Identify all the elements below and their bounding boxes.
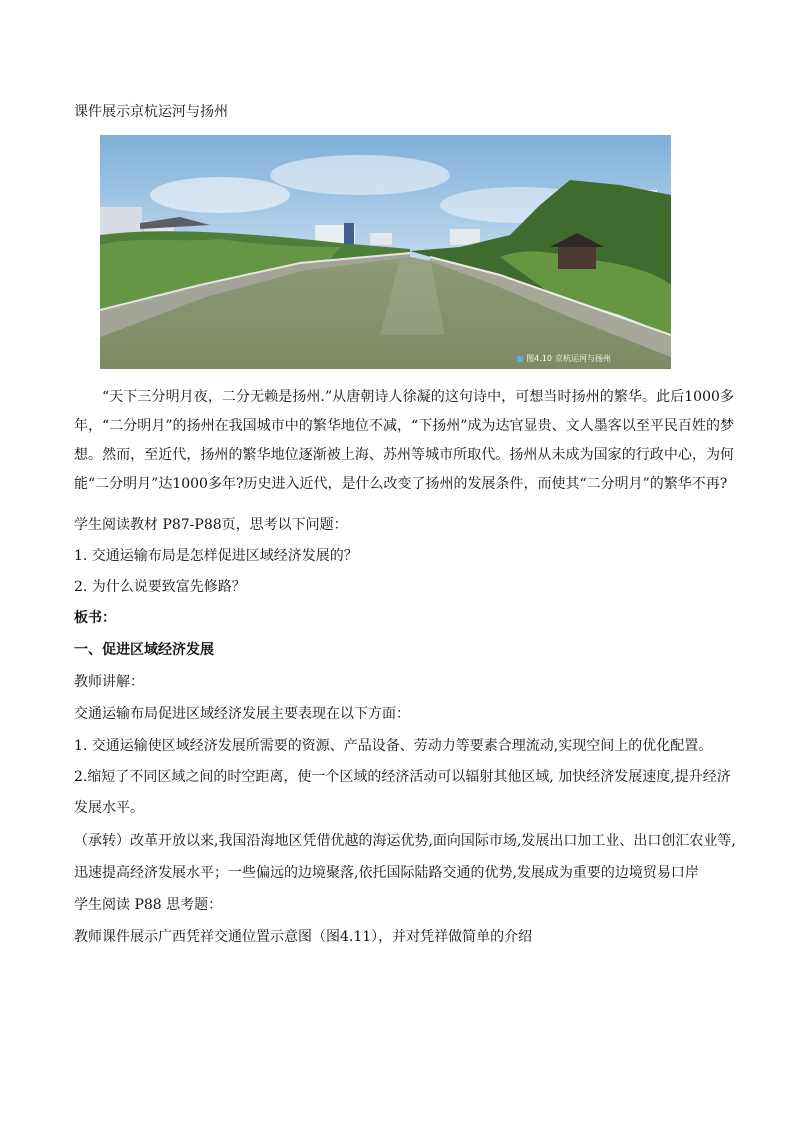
figure-caption-number: 图4.10 <box>526 354 552 363</box>
point-2-line-1: 2.缩短了不同区域之间的时空距离，使一个区域的经济活动可以辐射其他区域, 加快经济发展速度,提升经济 <box>74 769 731 785</box>
figure-caption-text: 京杭运河与扬州 <box>555 354 611 363</box>
question-2: 2. 为什么说要致富先修路？ <box>74 579 246 595</box>
teacher-label: 教师讲解： <box>74 674 144 690</box>
section-heading: 课件展示京杭运河与扬州 <box>74 104 228 120</box>
reading-task: 学生阅读教材 P87-P88页，思考以下问题： <box>74 517 348 533</box>
figure-caption <box>517 353 611 364</box>
canal-photo-image <box>100 135 671 369</box>
intro-paragraph: “天下三分明月夜，二分无赖是扬州.”从唐朝诗人徐凝的这句诗中，可想当时扬州的繁华。此后1000多年，“二分明月”的扬州在我国城市中的繁华地位不减，“下扬州”成为达官显贵、文人墨客以至平民百姓的梦想。然而，至近代，扬州的繁华地位逐渐被上海、苏州等城市所取代。扬州从未成为国家的行政中心，为何能“二分明月”达1000多年?历史进入近代，是什么改变了扬州的发展条件，而使其“二分明月”的繁华不再? <box>74 389 734 492</box>
section-title: 一、促进区域经济发展 <box>74 642 214 658</box>
explanation-intro: 交通运输布局促进区域经济发展主要表现在以下方面： <box>74 706 410 722</box>
point-2-line-2: 发展水平。 <box>74 800 144 816</box>
final-line: 教师课件展示广西凭祥交通位置示意图（图4.11），并对凭祥做简单的介绍 <box>74 929 533 945</box>
point-1: 1. 交通运输使区域经济发展所需要的资源、产品设备、劳动力等要素合理流动,实现空间上的优化配置。 <box>74 738 713 754</box>
board-label: 板书： <box>74 610 116 626</box>
transition-line-2: 迅速提高经济发展水平；一些偏远的边境聚落,依托国际陆路交通的优势,发展成为重要的边境贸易口岸 <box>74 865 699 881</box>
caption-marker-icon <box>517 356 523 362</box>
reading-task-2: 学生阅读 P88 思考题： <box>74 897 223 913</box>
canal-photo <box>100 135 671 369</box>
question-1: 1. 交通运输布局是怎样促进区域经济发展的？ <box>74 548 358 564</box>
transition-line-1: （承转）改革开放以来,我国沿海地区凭借优越的海运优势,面向国际市场,发展出口加工业、出口创汇农业等, <box>74 833 736 849</box>
